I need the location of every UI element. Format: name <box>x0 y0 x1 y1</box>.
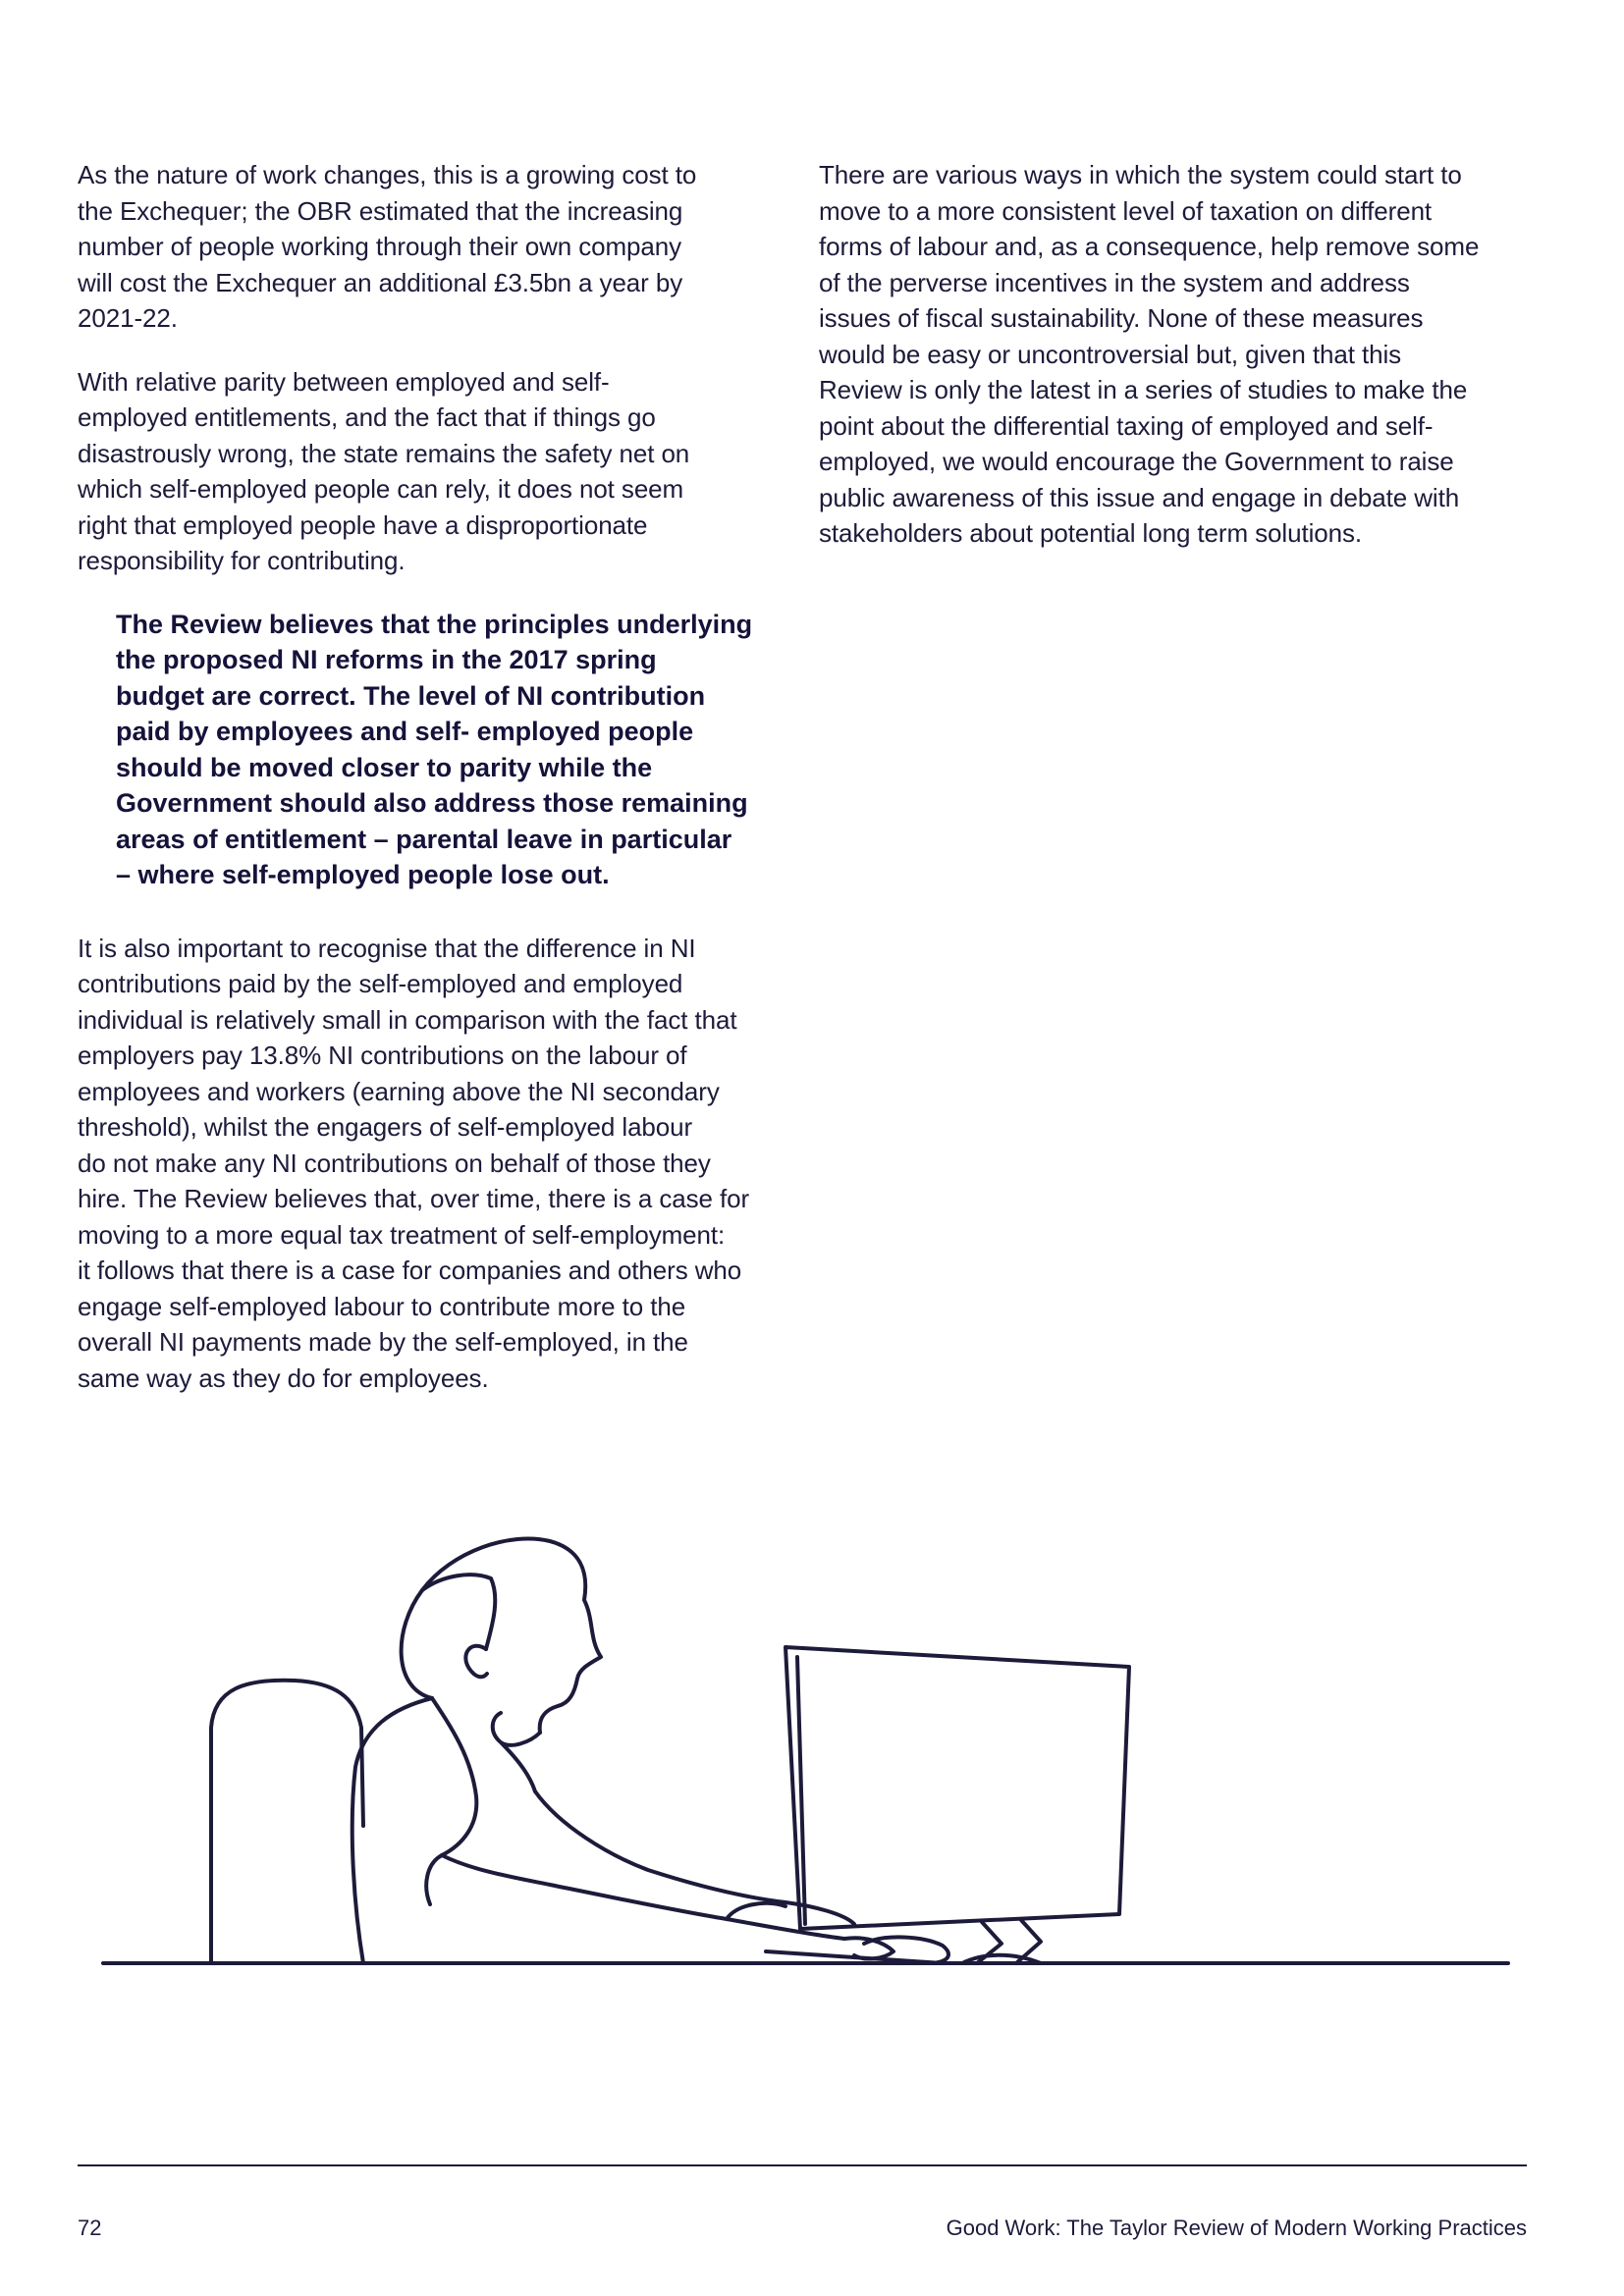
left-column <box>78 157 785 1423</box>
hair-line <box>422 1575 495 1649</box>
body-paragraph: There are various ways in which the system could start to move to a more consistent level of taxation on different forms of labour and, as a consequence, help remove some of the perverse incentives in the system and address issues of fiscal sustainability. None of these measures would be easy or uncontroversial but, given that this Review is only the latest in a series of studies to make the point about the differential taxing of employed and self- employed, we would encourage the Government to raise public awareness of this issue and engage in debate with stakeholders about potential long term solutions. <box>819 160 1480 548</box>
ear-line <box>465 1646 487 1678</box>
footer-title: Good Work: The Taylor Review of Modern Working Practices <box>946 2216 1527 2240</box>
person-at-computer-line-drawing-icon <box>98 1531 1512 1993</box>
monitor-stand <box>962 1920 1041 1963</box>
right-column <box>819 157 1526 579</box>
hand-at-chin <box>493 1713 540 1791</box>
body-paragraph: With relative parity between employed and self- employed entitlements, and the fact that if things go disastrously wrong, the state remains the safety net on which self-employed people can rely, it does not seem right that employed people have a disproportionate responsibility for contributing. <box>78 366 690 575</box>
body-paragraph: It is also important to recognise that the difference in NI contributions paid by the self-employed and employed individual is relatively small in comparison with the fact that employers pay 13.8% NI contributions on the labour of employees and workers (earning above the NI secondary threshold), whilst the engagers of self-employed labour do not make any NI contributions on behalf of those they hire. The Review believes that, over time, there is a case for moving to a more equal tax treatment of self-employment: it follows that there is a case for companies and others who engage self-employed labour to contribute more to the overall NI payments made by the self-employed, in the same way as they do for employees. <box>78 933 750 1393</box>
body-paragraph: As the nature of work changes, this is a growing cost to the Exchequer; the OBR estimated that the increasing number of people working through their own company will cost the Exchequer an additional £3.5bn a year by 2021-22. <box>78 160 697 333</box>
torso-outline <box>352 1698 854 1963</box>
footer-divider <box>78 2164 1527 2166</box>
recommendation-callout: The Review believes that the principles underlying the proposed NI reforms in the 2017 spring budget are correct. The level of NI contribution paid by employees and self- employed people should be moved closer to parity while the Government should also address those remaining areas of entitlement – parental leave in particular – where self-employed people lose out. <box>116 609 753 889</box>
head-outline <box>402 1538 601 1733</box>
hand-on-mouse <box>727 1903 893 1959</box>
page-number: 72 <box>78 2216 102 2240</box>
monitor-screen <box>785 1647 1129 1929</box>
collar-line <box>426 1698 476 1904</box>
chair-outline <box>211 1681 363 1963</box>
